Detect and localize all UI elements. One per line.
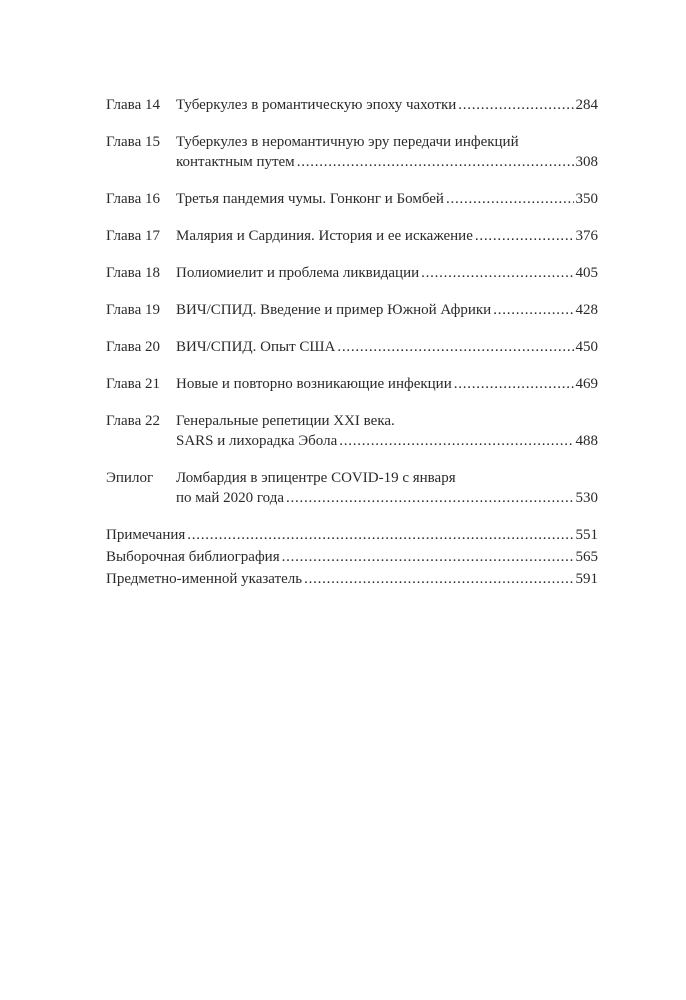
back-matter (106, 525, 598, 589)
toc-entry-epilogue (106, 468, 598, 508)
dot-leader (286, 488, 574, 508)
chapter-title: Туберкулез в романтическую эпоху чахотки (176, 97, 457, 113)
dot-leader (446, 189, 574, 209)
back-title: Выборочная библиография (106, 549, 280, 565)
toc-entry (106, 300, 598, 320)
dot-leader (454, 374, 574, 394)
page-number: 565 (575, 549, 598, 565)
page-number: 376 (575, 228, 598, 244)
chapter-title: Полиомиелит и проблема ликвидации (176, 265, 420, 281)
chapter-title: ВИЧ/СПИД. Опыт США (176, 339, 336, 355)
page-number: 530 (575, 490, 598, 506)
chapter-title-cont: SARS и лихорадка Эбола (176, 433, 338, 449)
chapter-title: Туберкулез в неромантичную эру передачи инфекций (176, 134, 519, 150)
toc-entry (106, 95, 598, 115)
chapter-label: Эпилог (106, 470, 154, 486)
toc-entry (106, 374, 598, 394)
dot-leader (304, 569, 573, 589)
page-number: 591 (575, 571, 598, 587)
dot-leader (493, 300, 573, 320)
chapter-title: Новые и повторно возникающие инфекции (176, 376, 452, 392)
chapter-label: Глава 16 (106, 191, 160, 207)
page-number: 428 (575, 302, 598, 318)
dot-leader (282, 547, 574, 567)
page-number: 469 (575, 376, 598, 392)
dot-leader (458, 95, 573, 115)
toc-entry (106, 132, 598, 172)
page-number: 350 (575, 191, 598, 207)
chapter-label: Глава 19 (106, 302, 160, 318)
chapter-label: Глава 20 (106, 339, 160, 355)
chapter-title-cont: контактным путем (176, 154, 295, 170)
chapter-label: Глава 22 (106, 413, 160, 429)
toc-entry-back (106, 525, 598, 545)
toc-entry (106, 226, 598, 246)
page-number: 308 (575, 154, 598, 170)
toc-entry-back (106, 547, 598, 567)
table-of-contents (106, 95, 598, 591)
toc-entry (106, 337, 598, 357)
page-number: 405 (575, 265, 598, 281)
chapter-title: Генеральные репетиции XXI века. (176, 413, 395, 429)
toc-entry-back (106, 569, 598, 589)
page-number: 488 (575, 433, 598, 449)
chapter-title-cont: по май 2020 года (176, 490, 284, 506)
page-number: 450 (575, 339, 598, 355)
dot-leader (421, 263, 573, 283)
dot-leader (339, 431, 573, 451)
chapter-label: Глава 15 (106, 134, 160, 150)
page-number: 551 (575, 527, 598, 543)
chapter-title: Третья пандемия чумы. Гонконг и Бомбей (176, 191, 444, 207)
chapter-label: Глава 14 (106, 97, 160, 113)
chapter-label: Глава 18 (106, 265, 160, 281)
toc-entry (106, 263, 598, 283)
dot-leader (475, 226, 574, 246)
toc-entry (106, 189, 598, 209)
chapter-label: Глава 21 (106, 376, 160, 392)
dot-leader (337, 337, 573, 357)
chapter-title: Ломбардия в эпицентре COVID-19 с января (176, 470, 456, 486)
page-number: 284 (575, 97, 598, 113)
chapter-title: ВИЧ/СПИД. Введение и пример Южной Африки (176, 302, 492, 318)
back-title: Примечания (106, 527, 186, 543)
chapter-label: Глава 17 (106, 228, 160, 244)
toc-entry (106, 411, 598, 451)
dot-leader (187, 525, 573, 545)
dot-leader (297, 152, 574, 172)
back-title: Предметно-именной указатель (106, 571, 303, 587)
chapter-title: Малярия и Сардиния. История и ее искажение (176, 228, 473, 244)
